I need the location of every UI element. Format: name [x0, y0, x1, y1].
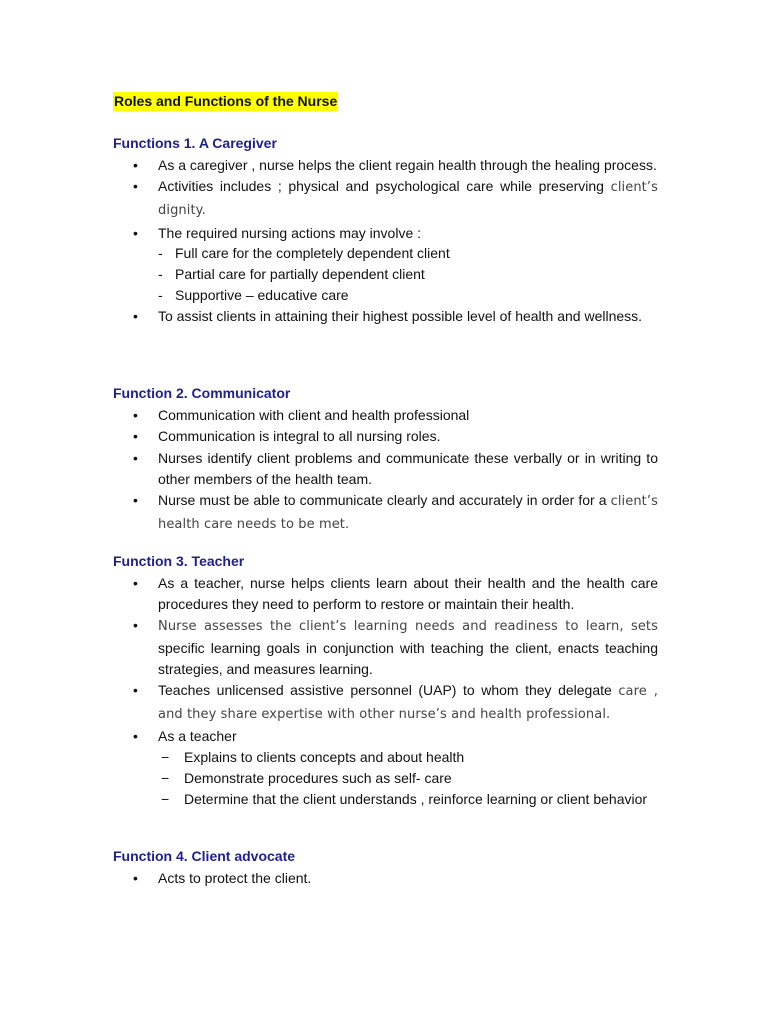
- list-item-text: To assist clients in attaining their highest possible level of health and wellness.: [158, 308, 643, 325]
- sub-list-item-text: Supportive – educative care: [175, 286, 349, 303]
- sub-list-item: [158, 285, 658, 306]
- dash-icon: -: [158, 286, 163, 303]
- sub-list-item: [158, 768, 658, 789]
- sub-list-item: [158, 264, 658, 285]
- bullet-icon: •: [133, 407, 138, 423]
- list-item-text-continued: client’s dignity.: [158, 180, 658, 219]
- list-item-text: Teaches unlicensed assistive personnel (UAP) to whom they delegate: [158, 682, 619, 699]
- section-teacher: [113, 551, 658, 810]
- list-item-text: Nurses identify client problems and communicate these verbally or in writing to other members of the health team.: [158, 449, 658, 487]
- list-item-text: As a caregiver , nurse helps the client regain health through the healing process.: [158, 157, 657, 173]
- bullet-icon: •: [133, 449, 138, 466]
- list-item: [113, 448, 658, 490]
- bullet-icon: •: [133, 728, 138, 745]
- list-item-text-continued: care , and they share expertise with other nurse’s and health professional.: [158, 684, 658, 722]
- sub-list: [158, 243, 658, 305]
- section-heading: Function 3. Teacher: [113, 553, 245, 569]
- dash-icon: −: [161, 769, 170, 786]
- list-item-text: Acts to protect the client.: [158, 870, 312, 886]
- sub-list-item-text: Partial care for partially dependent client: [175, 266, 425, 283]
- sub-list-item-text: Determine that the client understands , reinforce learning or client behavior: [184, 790, 648, 807]
- list-item: [113, 615, 658, 679]
- section-caregiver: [113, 133, 658, 328]
- list-item-text: The required nursing actions may involve :: [158, 224, 422, 241]
- list-item-text: Nurse must be able to communicate clearly and accurately in order for a: [158, 491, 611, 508]
- list-item: [113, 573, 658, 615]
- bullet-icon: •: [133, 157, 138, 173]
- list-item: [113, 176, 658, 222]
- sub-list-item-text: Explains to clients concepts and about health: [184, 749, 465, 766]
- list-item: [113, 426, 658, 447]
- list-item-text: Communication is integral to all nursing roles.: [158, 428, 441, 445]
- bullet-icon: •: [133, 575, 138, 591]
- list-item: [113, 726, 658, 809]
- bullet-icon: •: [133, 617, 138, 634]
- dash-icon: -: [158, 266, 163, 283]
- section-heading: Function 4. Client advocate: [113, 848, 296, 864]
- list-item-text: specific learning goals in conjunction with teaching the client, enacts teaching strategies, and measures learning.: [158, 639, 658, 677]
- dash-icon: -: [158, 245, 163, 262]
- section-communicator: [113, 383, 658, 536]
- bullet-icon: •: [133, 308, 138, 325]
- sub-list-item-text: Demonstrate procedures such as self- care: [184, 769, 452, 786]
- bullet-list: [113, 868, 658, 889]
- list-item: [113, 868, 658, 889]
- list-item: [113, 306, 658, 327]
- bullet-list: [113, 155, 658, 327]
- sub-list-item-text: Full care for the completely dependent client: [175, 245, 450, 262]
- bullet-icon: •: [133, 224, 138, 241]
- bullet-icon: •: [133, 682, 138, 699]
- section-client-advocate: [113, 846, 658, 889]
- bullet-icon: •: [133, 491, 138, 508]
- dash-icon: −: [161, 749, 170, 766]
- list-item: [113, 490, 658, 536]
- sub-list: [158, 747, 658, 809]
- list-item: [113, 223, 658, 306]
- list-item: [113, 405, 658, 426]
- bullet-icon: •: [133, 428, 138, 445]
- bullet-list: [113, 405, 658, 536]
- list-item-text-lead: Nurse assesses the client’s learning needs and readiness to learn, sets: [158, 619, 658, 635]
- bullet-icon: •: [133, 870, 138, 886]
- bullet-list: [113, 573, 658, 810]
- list-item: [113, 155, 658, 176]
- sub-list-item: [158, 243, 658, 264]
- list-item: [113, 680, 658, 726]
- sub-list-item: [158, 789, 658, 810]
- list-item-text: As a teacher, nurse helps clients learn about their health and the health care procedures they need to perform to restore or maintain their health.: [158, 575, 658, 612]
- document-title: Roles and Functions of the Nurse: [114, 93, 338, 109]
- dash-icon: −: [161, 790, 170, 807]
- list-item-text: Activities includes ; physical and psychological care while preserving: [158, 178, 611, 195]
- bullet-icon: •: [133, 178, 138, 195]
- sub-list-item: [158, 747, 658, 768]
- section-heading: Function 2. Communicator: [113, 385, 291, 401]
- list-item-text: Communication with client and health professional: [158, 407, 470, 423]
- list-item-text-continued: client’s health care needs to be met.: [158, 493, 658, 532]
- section-heading: Functions 1. A Caregiver: [113, 135, 277, 151]
- list-item-text: As a teacher: [158, 728, 237, 745]
